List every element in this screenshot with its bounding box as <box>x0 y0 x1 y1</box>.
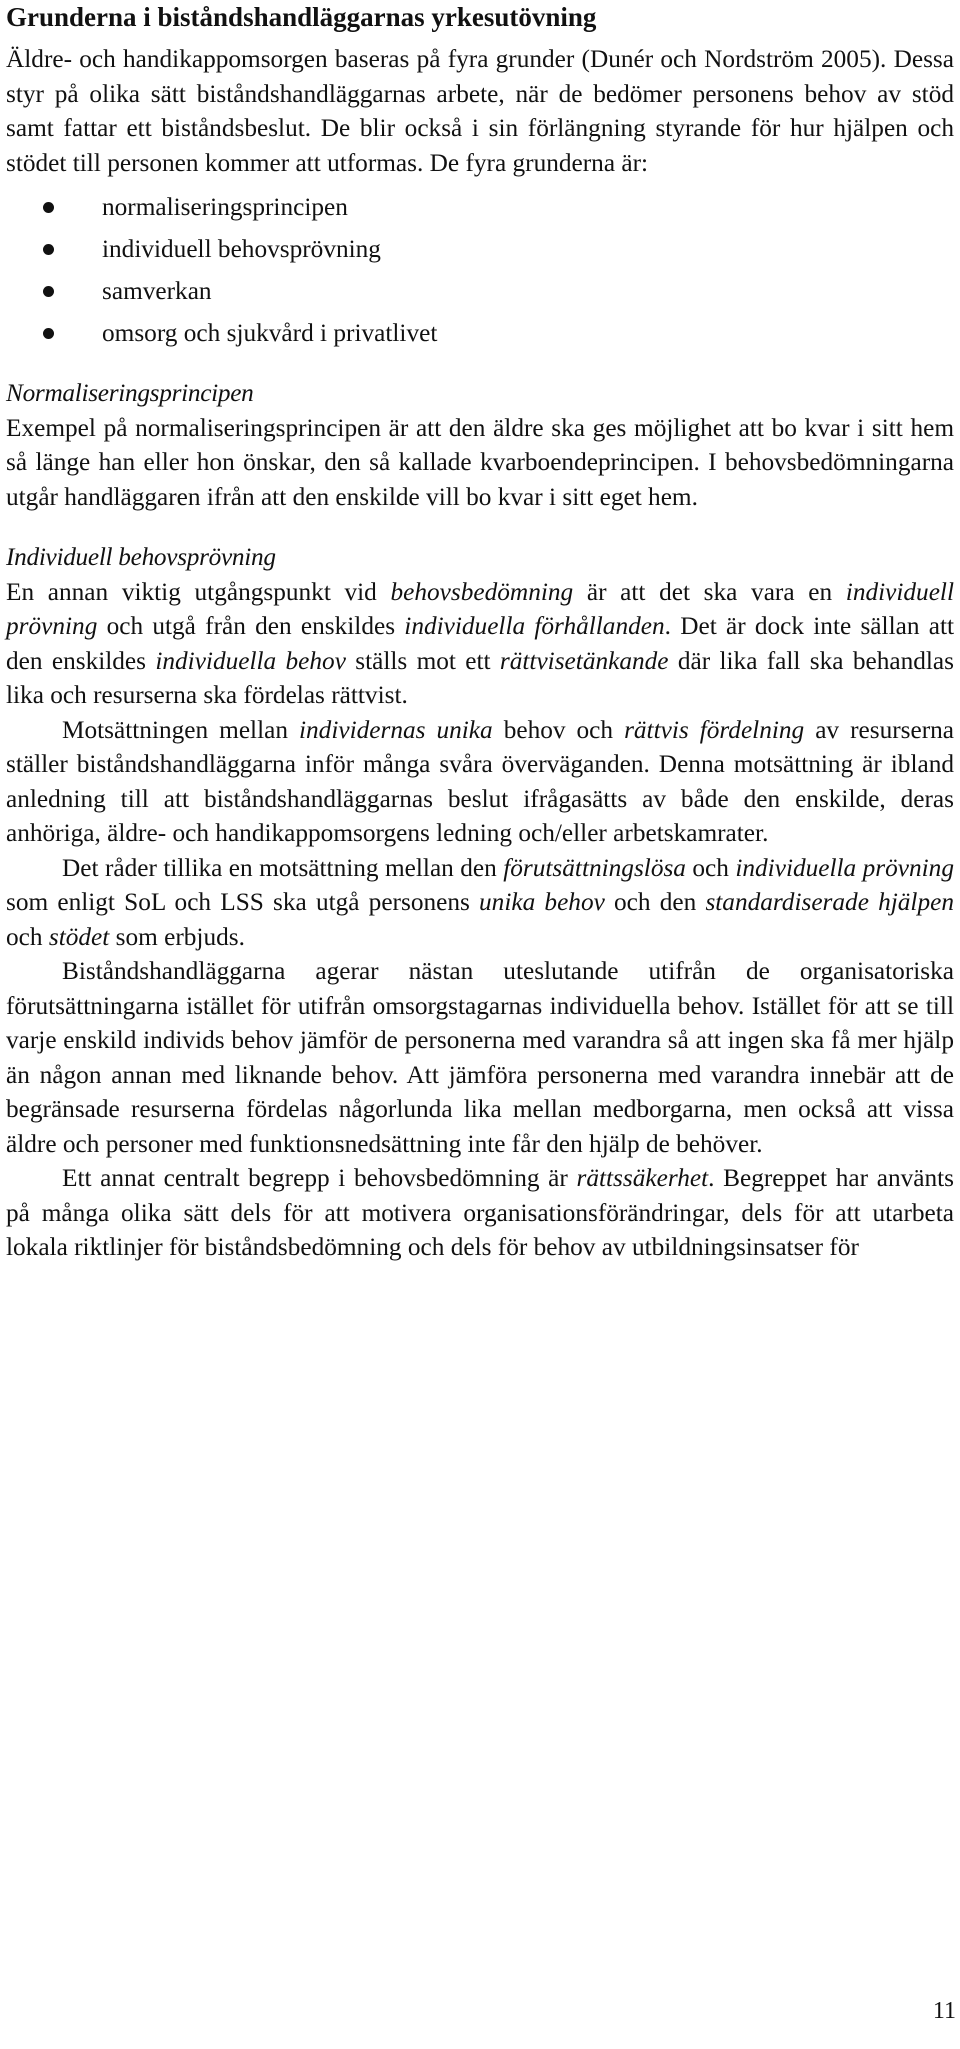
emphasis: rättvisetänkande <box>499 646 669 675</box>
emphasis: individuella behov <box>155 646 346 675</box>
list-item-label: samverkan <box>102 277 212 305</box>
subsection-title-normalisering: Normaliseringsprincipen <box>6 379 254 407</box>
list-item-label: omsorg och sjukvård i privatlivet <box>102 319 438 347</box>
bullet-icon <box>43 244 54 255</box>
text-run: behov och <box>492 715 625 744</box>
behovsprovning-paragraph-4: Biståndshandläggarna agerar nästan uteslutande utifrån de organisatoriska förutsättningarna istället för utifrån omsorgstagarnas individuella behov. Istället för att se till varje enskild individs behov jämför de personerna med varandra så att ingen ska få mer hjälp än någon annan med liknande behov. Att jämföra personerna med varandra innebär att de begränsade resurserna fördelas någorlunda lika mellan medborgarna, men också att vissa äldre och personer med funktionsnedsättning inte får den hjälp de behöver. <box>6 957 954 1158</box>
text-run: . Begreppet har använts på många olika sätt dels för att motivera organisationsförändringar, dels för att utarbeta lokala riktlinjer för biståndsbedömning och dels för behov av utbildningsinsatser för <box>6 1164 954 1261</box>
page-number: 11 <box>932 1998 956 2024</box>
text-run: Det råder tillika en motsättning mellan den <box>62 853 504 882</box>
text-run: av resurserna ställer biståndshandläggarna inför många svåra överväganden. Denna motsättning är ibland anledning till att biståndshandläggarnas beslut ifrågasätts av både den enskilde, deras anhöriga, äldre- och handikappomsorgens ledning och/eller arbetskamrater. <box>6 715 955 847</box>
emphasis: individuella förhållanden <box>404 612 665 640</box>
behovsprovning-paragraph-5 <box>6 1161 954 1265</box>
bullet-icon <box>43 328 54 339</box>
document-page <box>6 0 954 1265</box>
emphasis: unika behov <box>479 888 605 916</box>
bullet-icon <box>43 286 54 297</box>
text-run: är att det ska vara en <box>573 577 846 606</box>
text-run: och utgå från den enskildes <box>97 612 405 640</box>
list-item <box>6 270 954 312</box>
emphasis: förutsättningslösa <box>503 853 686 882</box>
text-run: och den <box>604 888 706 916</box>
normalisering-paragraph: Exempel på normaliseringsprincipen är att den äldre ska ges möjlighet att bo kvar i sitt hem så länge han eller hon önskar, den så kallade kvarboendeprincipen. I behovsbedömningarna utgår handläggaren ifrån att den enskilde vill bo kvar i sitt eget hem. <box>6 413 954 511</box>
emphasis: individernas unika <box>299 715 493 744</box>
list-item-label: normaliseringsprincipen <box>102 193 348 221</box>
text-run: En annan viktig utgångspunkt vid <box>6 577 391 606</box>
text-run: som enligt SoL och LSS ska utgå personens <box>6 888 480 916</box>
text-run: Ett annat centralt begrepp i behovsbedömning är <box>62 1164 577 1192</box>
text-run: och <box>685 853 736 882</box>
list-item <box>6 312 954 354</box>
text-run: ställs mot ett <box>345 646 500 675</box>
emphasis: rättssäkerhet <box>576 1164 709 1192</box>
text-run: Motsättningen mellan <box>62 715 299 744</box>
emphasis: individuella prövning <box>735 853 954 882</box>
emphasis: individuell prövning <box>6 577 954 640</box>
behovsprovning-paragraph-2 <box>6 713 954 851</box>
bullet-icon <box>43 202 54 213</box>
text-run: . Det är dock inte sällan att den enskildes <box>6 612 954 675</box>
text-run: där lika fall ska behandlas lika och resurserna ska fördelas rättvist. <box>6 646 954 709</box>
emphasis: standardiserade hjälpen <box>705 888 954 916</box>
principles-list <box>6 186 954 354</box>
emphasis: rättvis fördelning <box>624 715 805 744</box>
text-run: och <box>6 922 49 951</box>
subsection-title-behovsprovning: Individuell behovsprövning <box>6 543 276 571</box>
behovsprovning-paragraph-1 <box>6 575 954 713</box>
section-heading: Grunderna i biståndshandläggarnas yrkesutövning <box>6 2 597 32</box>
list-item <box>6 186 954 228</box>
list-item <box>6 228 954 270</box>
text-run: som erbjuds. <box>109 922 245 951</box>
intro-paragraph: Äldre- och handikappomsorgen baseras på fyra grunder (Dunér och Nordström 2005). Dessa styr på olika sätt biståndshandläggarnas arbete, när de bedömer personens behov av stöd samt fattar ett biståndsbeslut. De blir också i sin förlängning styrande för hur hjälpen och stödet till personen kommer att utformas. De fyra grunderna är: <box>6 45 954 177</box>
emphasis: behovsbedömning <box>390 577 574 606</box>
behovsprovning-paragraph-3 <box>6 851 954 955</box>
list-item-label: individuell behovsprövning <box>102 235 381 263</box>
emphasis: stödet <box>48 922 110 951</box>
